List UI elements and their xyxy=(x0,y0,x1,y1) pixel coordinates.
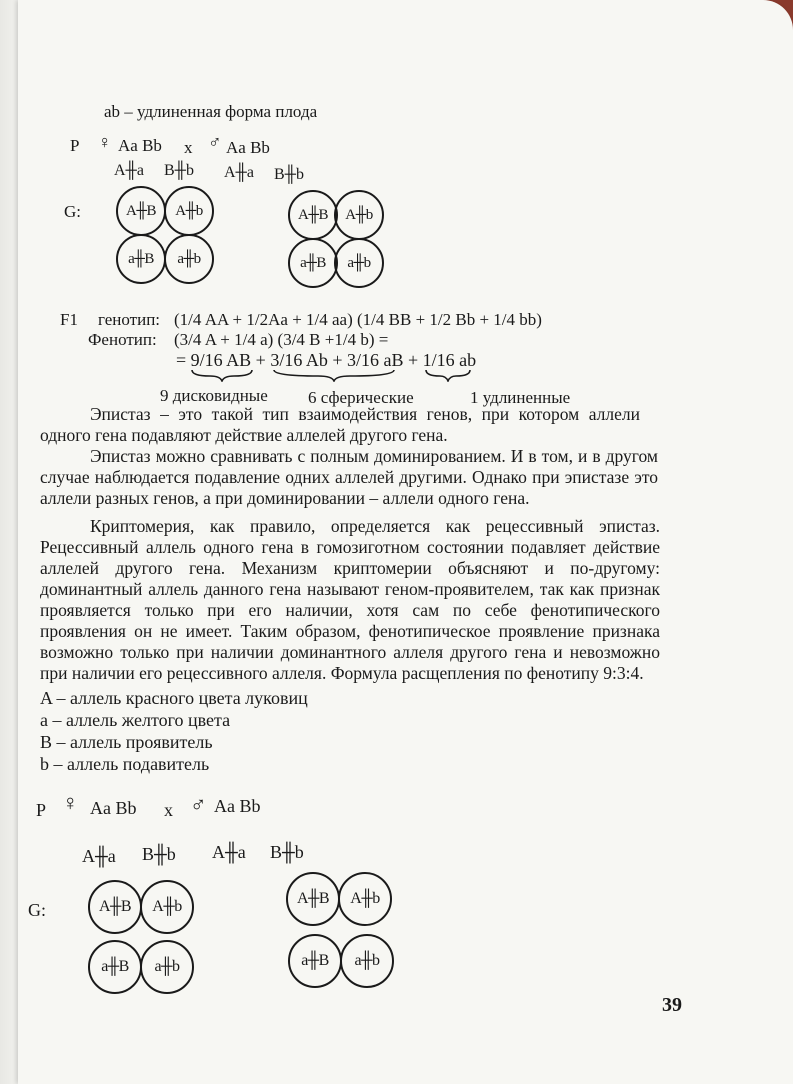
gamete-circle: a╫B xyxy=(88,940,142,994)
paragraph-cryptomeria: Криптомерия, как правило, определяется как рецессивный эпистаз. Рецессивный аллель одного гена в гомозиготном состоянии подавляет действие аллелей другого гена. Механизм криптомерии объясняют и по-другому: доминантный аллель данного гена называют геном-проявителем, так как признак проявляется только при его наличии, хотя сам по себе фенотипического проявления он не имеет. Таким образом, фенотипическое проявление признака возможно только при наличии доминантного аллеля другого гена и невозможно при наличии его рецессивного аллеля. Формула расщепления по фенотипу 9:3:4. xyxy=(40,516,660,683)
cross2-male-genotype: Aa Bb xyxy=(214,796,261,816)
cross1-chromosome: B╫b xyxy=(164,162,195,179)
book-page xyxy=(18,0,793,1084)
cross2-female-genotype: Aa Bb xyxy=(90,798,137,818)
cross2-g-label: G: xyxy=(28,900,46,920)
cross1-chromosome: A╫a xyxy=(114,162,144,179)
brace-1 xyxy=(426,370,470,381)
group-elongated: 1 удлиненные xyxy=(470,388,571,407)
cross2-chromosome: B╫b xyxy=(142,844,176,864)
cross1-chromosome: B╫b xyxy=(274,166,305,183)
cross1-male-genotype: Aa Bb xyxy=(226,138,270,157)
cross2-p-label: P xyxy=(36,800,47,820)
gamete-circle: A╫b xyxy=(334,190,384,240)
gamete-circle: A╫b xyxy=(338,872,392,926)
cross1-male-symbol: ♂ xyxy=(208,132,222,152)
cross2-cross-sign: x xyxy=(164,800,173,820)
gamete-circle: a╫B xyxy=(288,934,342,988)
cross2-male-symbol: ♂ xyxy=(190,792,207,817)
group-disc: 9 дисковидные xyxy=(160,386,268,405)
cross1-female-genotype: Aa Bb xyxy=(118,136,162,155)
paragraph-comparison: Эпистаз можно сравнивать с полным доминированием. И в том, и в другом случае наблюдается подавление одних аллелей другими. Однако при эпистазе это аллели разных генов, а при доминировании – аллели одного гена. xyxy=(40,446,658,508)
gamete-circle: a╫b xyxy=(334,238,384,288)
gamete-circle: A╫B xyxy=(286,872,340,926)
brace-6 xyxy=(274,370,394,381)
cross2-chromosome: A╫a xyxy=(82,846,116,866)
gamete-circle: a╫B xyxy=(116,234,166,284)
gamete-circle: A╫B xyxy=(88,880,142,934)
brace-9 xyxy=(192,370,252,381)
allele-line: A – аллель красного цвета луковиц xyxy=(40,688,308,708)
f1-genotype-formula: (1/4 AA + 1/2Aa + 1/4 aa) (1/4 BB + 1/2 Bb + 1/4 bb) xyxy=(174,310,542,329)
f1-result: = 9/16 AB + 3/16 Ab + 3/16 aB + 1/16 ab xyxy=(176,350,477,370)
cross1-female-symbol: ♀ xyxy=(98,132,112,152)
gamete-circle: a╫B xyxy=(288,238,338,288)
cross1-chromosome: A╫a xyxy=(224,164,254,181)
f1-genotype-label: генотип: xyxy=(98,310,161,329)
allele-line: B – аллель проявитель xyxy=(40,732,213,752)
paragraph-epistasis: Эпистаз – это такой тип взаимодействия генов, при котором аллели одного гена подавляют действие аллелей другого гена. xyxy=(40,404,640,445)
allele-line: b – аллель подавитель xyxy=(40,754,210,774)
allele-line: a – аллель желтого цвета xyxy=(40,710,231,730)
gamete-circle: a╫b xyxy=(140,940,194,994)
gamete-circle: a╫b xyxy=(164,234,214,284)
gamete-circle: A╫b xyxy=(140,880,194,934)
f1-phenotype-label: Фенотип: xyxy=(88,330,157,349)
cross2-female-symbol: ♀ xyxy=(62,790,79,815)
top-line: ab – удлиненная форма плода xyxy=(104,102,318,121)
cross1-g-label: G: xyxy=(64,202,81,221)
brace-marks xyxy=(188,368,508,382)
cross1-p-label: P xyxy=(70,136,80,155)
gamete-circle: A╫b xyxy=(164,186,214,236)
gamete-circle: A╫B xyxy=(116,186,166,236)
cross1-cross-sign: x xyxy=(184,138,193,157)
f1-phenotype-formula: (3/4 A + 1/4 a) (3/4 B +1/4 b) = xyxy=(174,330,389,349)
gamete-circle: a╫b xyxy=(340,934,394,988)
group-spherical: 6 сферические xyxy=(308,388,414,407)
gamete-circle: A╫B xyxy=(288,190,338,240)
page-number: 39 xyxy=(662,994,682,1016)
cross2-chromosome: B╫b xyxy=(270,842,304,862)
f1-label: F1 xyxy=(60,310,78,329)
cross2-chromosome: A╫a xyxy=(212,842,246,862)
